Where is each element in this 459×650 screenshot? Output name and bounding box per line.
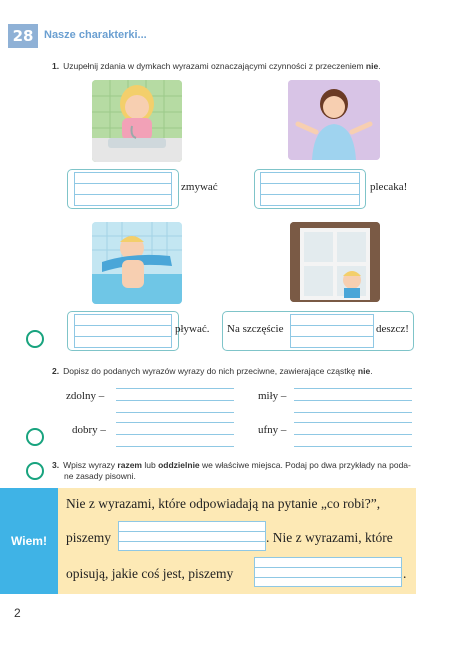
answer-line[interactable]	[116, 422, 234, 423]
lesson-number-badge: 28	[8, 24, 38, 48]
answer-line[interactable]	[116, 400, 234, 401]
rule-line-3b: .	[403, 566, 407, 581]
word-plywac: pływać.	[175, 323, 210, 335]
writing-line	[291, 325, 373, 326]
word-deszcz: deszcz!	[376, 323, 409, 335]
writing-line	[261, 194, 359, 195]
answer-field-3[interactable]	[74, 314, 172, 348]
answer-line[interactable]	[294, 446, 412, 447]
task1-suffix: .	[378, 61, 381, 71]
answer-line[interactable]	[294, 412, 412, 413]
task2-text: Dopisz do podanych wyrazów wyrazy do nich przeciwne, zawierające cząstkę	[63, 366, 356, 376]
task3-keyword-razem: razem	[117, 460, 142, 470]
answer-field-2[interactable]	[260, 172, 360, 206]
progress-circle-3[interactable]	[26, 462, 44, 480]
answer-line[interactable]	[294, 400, 412, 401]
writing-line	[261, 183, 359, 184]
task2-number: 2.	[52, 366, 60, 376]
illustration-girl-open-arms	[288, 80, 380, 160]
progress-circle-1[interactable]	[26, 330, 44, 348]
progress-circle-2[interactable]	[26, 428, 44, 446]
illustration-girl-washing-dishes	[92, 80, 182, 162]
pair-ufny: ufny –	[258, 424, 287, 436]
page-number: 2	[14, 606, 21, 620]
task1-instruction	[52, 61, 412, 72]
task3-text-line2: ne zasady pisowni.	[64, 471, 136, 481]
word-zmywac: zmywać	[181, 181, 218, 193]
task1-text: Uzupełnij zdania w dymkach wyrazami oznaczającymi czynności z przeczeniem	[63, 61, 364, 71]
writing-line	[75, 194, 171, 195]
task3-text-b: lub	[144, 460, 156, 470]
rule-answer-field-1[interactable]	[118, 521, 266, 551]
writing-line	[119, 541, 265, 542]
wiem-tab: Wiem!	[0, 488, 58, 594]
answer-line[interactable]	[294, 434, 412, 435]
task3-number: 3.	[52, 460, 60, 470]
word-na-szczescie: Na szczęście	[227, 323, 284, 335]
answer-field-1[interactable]	[74, 172, 172, 206]
writing-line	[291, 336, 373, 337]
pair-zdolny: zdolny –	[66, 390, 105, 402]
task2-instruction	[52, 366, 412, 377]
task2-keyword: nie	[357, 366, 371, 376]
rule-line-3a: opisują, jakie coś jest, piszemy	[66, 566, 234, 581]
writing-line	[75, 325, 171, 326]
task3-keyword-oddzielnie: oddzielnie	[158, 460, 200, 470]
answer-field-4[interactable]	[290, 314, 374, 348]
task2-suffix: .	[370, 366, 373, 376]
rule-line-1: Nie z wyrazami, które odpowiadają na pytanie „co robi?”,	[66, 496, 381, 511]
pair-mily: miły –	[258, 390, 287, 402]
rule-line-2a: piszemy	[66, 530, 111, 545]
task3-text-a: Wpisz wyrazy	[63, 460, 116, 470]
section-title: Nasze charakterki...	[44, 29, 147, 41]
rule-answer-field-2[interactable]	[254, 557, 402, 587]
answer-line[interactable]	[116, 434, 234, 435]
rule-line-2b: . Nie z wyrazami, które	[266, 530, 393, 545]
page-header	[0, 24, 459, 52]
writing-line	[255, 567, 401, 568]
writing-line	[75, 183, 171, 184]
task3-text-c: we właściwe miejsca. Podaj po dwa przykłady na poda-	[202, 460, 411, 470]
writing-line	[255, 577, 401, 578]
task1-keyword: nie	[365, 61, 379, 71]
answer-line[interactable]	[116, 412, 234, 413]
answer-line[interactable]	[116, 388, 234, 389]
task1-number: 1.	[52, 61, 60, 71]
pair-dobry: dobry –	[72, 424, 106, 436]
answer-line[interactable]	[294, 422, 412, 423]
illustration-boy-swimming	[92, 222, 182, 304]
answer-line[interactable]	[294, 388, 412, 389]
task3-instruction	[52, 460, 422, 482]
writing-line	[75, 336, 171, 337]
illustration-boy-at-window	[290, 222, 380, 302]
word-plecaka: plecaka!	[370, 181, 408, 193]
writing-line	[119, 531, 265, 532]
answer-line[interactable]	[116, 446, 234, 447]
